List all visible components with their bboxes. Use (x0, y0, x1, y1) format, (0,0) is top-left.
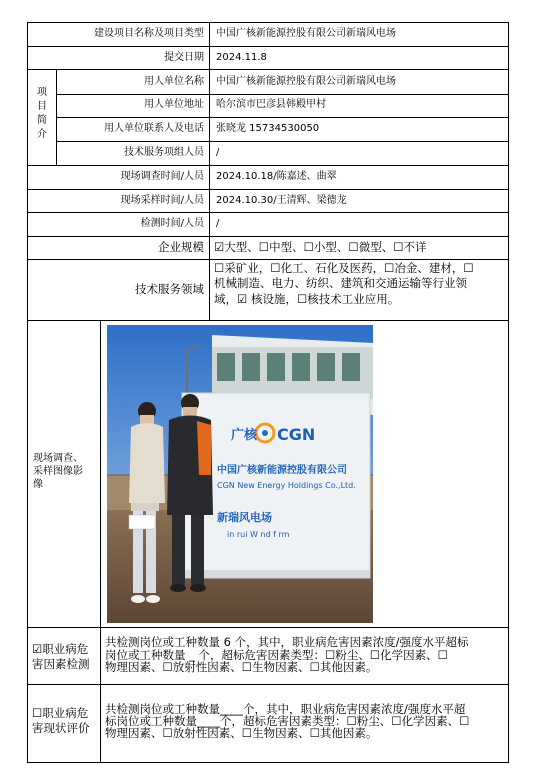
contact-label: 用人单位联系人及电话 (104, 123, 204, 134)
contact-value: 张晓龙 15734530050 (216, 123, 320, 134)
grid-line (56, 117, 509, 118)
team-value: / (216, 147, 220, 158)
sign-brand-en: CGN (277, 425, 316, 444)
unit-name-value: 中国广核新能源控股有限公司新瑞风电场 (216, 76, 396, 87)
grid-line (27, 189, 509, 190)
survey-time-label: 现场调查时间/人员 (120, 171, 204, 182)
sign-company-en: CGN New Energy Holdings Co.,Ltd. (217, 481, 356, 490)
field-line: ☐采矿业，☐化工、石化及医药，☐冶金、建材，☐ (214, 261, 474, 275)
grid-line (56, 141, 509, 142)
grid-line (56, 94, 509, 95)
detection-line: 物理因素、☐放射性因素、☐生物因素、☐其他因素。 (105, 660, 378, 674)
grid-line (27, 762, 509, 763)
scale-value: ☑大型、☐中型、☐小型、☐微型、☐不详 (214, 240, 427, 254)
detection-line: 岗位或工种数量 _ 个，超标危害因素类型：☐粉尘、☐化学因素、☐ (105, 648, 448, 662)
grid-line (508, 22, 509, 763)
grid-line (209, 22, 210, 320)
photo-label-line: 像 (33, 479, 43, 490)
profile-side-char: 项 (37, 87, 47, 98)
site-photo (107, 325, 373, 623)
evaluation-label (32, 706, 90, 736)
unit-address-label: 用人单位地址 (144, 99, 204, 110)
detection-label-line: ☑职业病危 (32, 642, 89, 656)
grid-line (27, 69, 509, 70)
unit-name-label: 用人单位名称 (144, 76, 204, 87)
testing-time-value: / (216, 218, 220, 229)
detection-line: 共检测岗位或工种数量 6 个，其中，职业病危害因素浓度/强度水平超标 (105, 635, 469, 649)
unit-address-value: 哈尔滨市巴彦县韩殿甲村 (216, 99, 326, 110)
detection-label-line: 害因素检测 (32, 657, 90, 671)
sign-farm-cn: 新瑞风电场 (217, 511, 272, 524)
grid-line (27, 236, 509, 237)
survey-time-value: 2024.10.18/陈嘉述、曲翠 (216, 171, 337, 182)
photo-section-label (33, 452, 83, 491)
sampling-time-value: 2024.10.30/王清辉、梁德龙 (216, 195, 347, 206)
submit-date-value: 2024.11.8 (216, 52, 267, 63)
field-label: 技术服务领域 (135, 282, 204, 296)
evaluation-label-line: 害现状评价 (32, 721, 90, 735)
profile-side-char: 介 (37, 129, 47, 140)
grid-line (100, 320, 101, 762)
grid-line (27, 259, 509, 260)
evaluation-line: 共检测岗位或工种数量____个，其中，职业病危害因素浓度/强度水平超 (105, 702, 466, 716)
sign-farm-en: in rui W nd f rm (227, 530, 290, 539)
grid-line (27, 212, 509, 213)
sampling-time-label: 现场采样时间/人员 (120, 195, 204, 206)
grid-line (27, 22, 509, 23)
project-name-label: 建设项目名称及项目类型 (94, 28, 204, 39)
photo-label-line: 采样图像影 (33, 466, 83, 477)
detection-label (32, 642, 90, 672)
submit-date-label: 提交日期 (164, 52, 204, 63)
evaluation-label-line: ☐职业病危 (32, 706, 89, 720)
grid-line (27, 46, 509, 47)
grid-line (27, 165, 509, 166)
profile-side-label (28, 86, 56, 142)
evaluation-line: 物理因素、☐放射性因素、☐生物因素、☐其他因素。 (105, 726, 378, 740)
scale-label: 企业规模 (158, 240, 204, 254)
photo-label-line: 现场调查、 (33, 453, 83, 464)
field-line: 域，☑ 核设施，☐核技术工业应用。 (214, 292, 400, 306)
testing-time-label: 检测时间/人员 (140, 218, 204, 229)
profile-side-char: 目 (37, 101, 47, 112)
evaluation-line: 标岗位或工种数量____个，超标危害因素类型：☐粉尘、☐化学因素、☐ (105, 714, 470, 728)
project-name-value: 中国广核新能源控股有限公司新瑞风电场 (216, 28, 396, 39)
field-line: 机械制造、电力、纺织、建筑和交通运输等行业领 (214, 276, 467, 290)
profile-side-char: 简 (37, 115, 47, 126)
sign-company-cn: 中国广核新能源控股有限公司 (217, 465, 347, 476)
team-label: 技术服务项组人员 (124, 147, 204, 158)
sign-brand-cn: 广核 (231, 428, 258, 443)
